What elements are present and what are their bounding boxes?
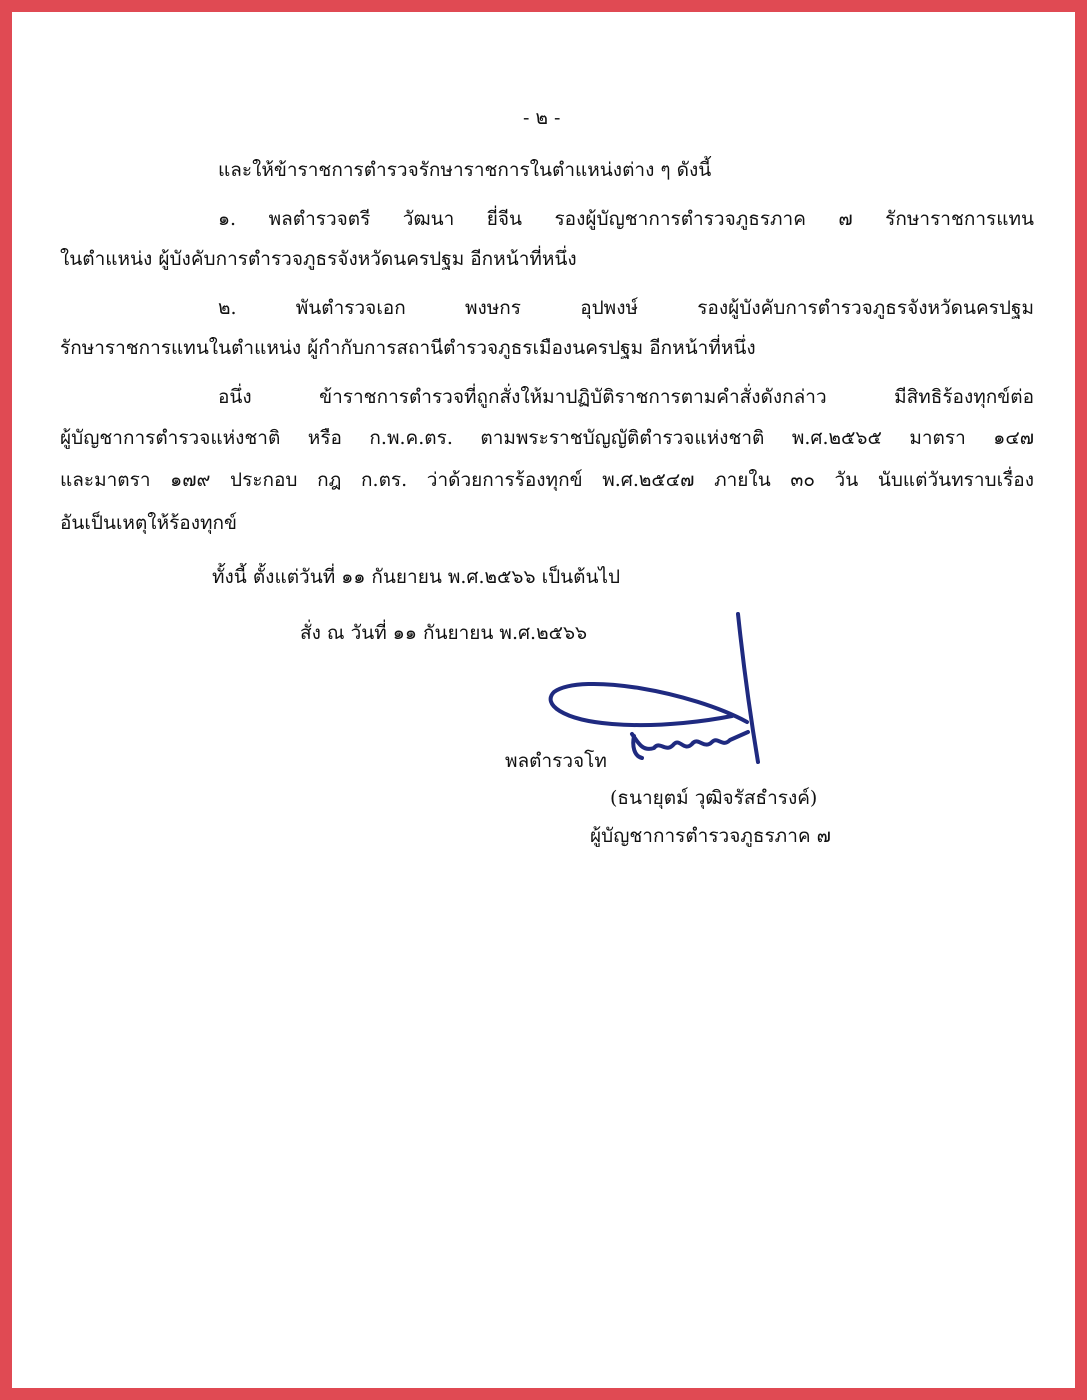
- document-page: [12, 12, 1075, 1388]
- appeal-line3: และมาตรา ๑๗๙ ประกอบ กฎ ก.ตร. ว่าด้วยการร้องทุกข์ พ.ศ.๒๕๔๗ ภายใน ๓๐ วัน นับแต่วันทราบเรื่อง: [60, 469, 1034, 491]
- appeal-line2: ผู้บัญชาการตำรวจแห่งชาติ หรือ ก.พ.ค.ตร. ตามพระราชบัญญัติตำรวจแห่งชาติ พ.ศ.๒๕๖๕ มาตรา ๑๔๗: [60, 427, 1034, 449]
- order-date-line: สั่ง ณ วันที่ ๑๑ กันยายน พ.ศ.๒๕๖๖: [300, 622, 588, 644]
- page-number: - ๒ -: [523, 107, 561, 129]
- signer-name: (ธนายุตม์ วุฒิจรัสธำรงค์): [610, 787, 818, 809]
- item2-line1: ๒. พันตำรวจเอก พงษกร อุปพงษ์ รองผู้บังคับการตำรวจภูธรจังหวัดนครปฐม: [218, 297, 1034, 319]
- signer-rank: พลตำรวจโท: [505, 750, 607, 772]
- appeal-line4: อันเป็นเหตุให้ร้องทุกข์: [60, 512, 238, 534]
- appeal-line1: อนึ่ง ข้าราชการตำรวจที่ถูกสั่งให้มาปฏิบัติราชการตามคำสั่งดังกล่าว มีสิทธิร้องทุกข์ต่อ: [218, 386, 1034, 408]
- item1-line1: ๑. พลตำรวจตรี วัฒนา ยี่จีน รองผู้บัญชาการตำรวจภูธรภาค ๗ รักษาราชการแทน: [218, 208, 1034, 230]
- item2-line2: รักษาราชการแทนในตำแหน่ง ผู้กำกับการสถานีตำรวจภูธรเมืองนครปฐม อีกหน้าที่หนึ่ง: [60, 337, 756, 359]
- item1-line2: ในตำแหน่ง ผู้บังคับการตำรวจภูธรจังหวัดนครปฐม อีกหน้าที่หนึ่ง: [60, 248, 577, 270]
- effective-date-line: ทั้งนี้ ตั้งแต่วันที่ ๑๑ กันยายน พ.ศ.๒๕๖๖ เป็นต้นไป: [212, 566, 621, 588]
- intro-line: และให้ข้าราชการตำรวจรักษาราชการในตำแหน่งต่าง ๆ ดังนี้: [218, 159, 712, 181]
- signer-position: ผู้บัญชาการตำรวจภูธรภาค ๗: [590, 825, 831, 847]
